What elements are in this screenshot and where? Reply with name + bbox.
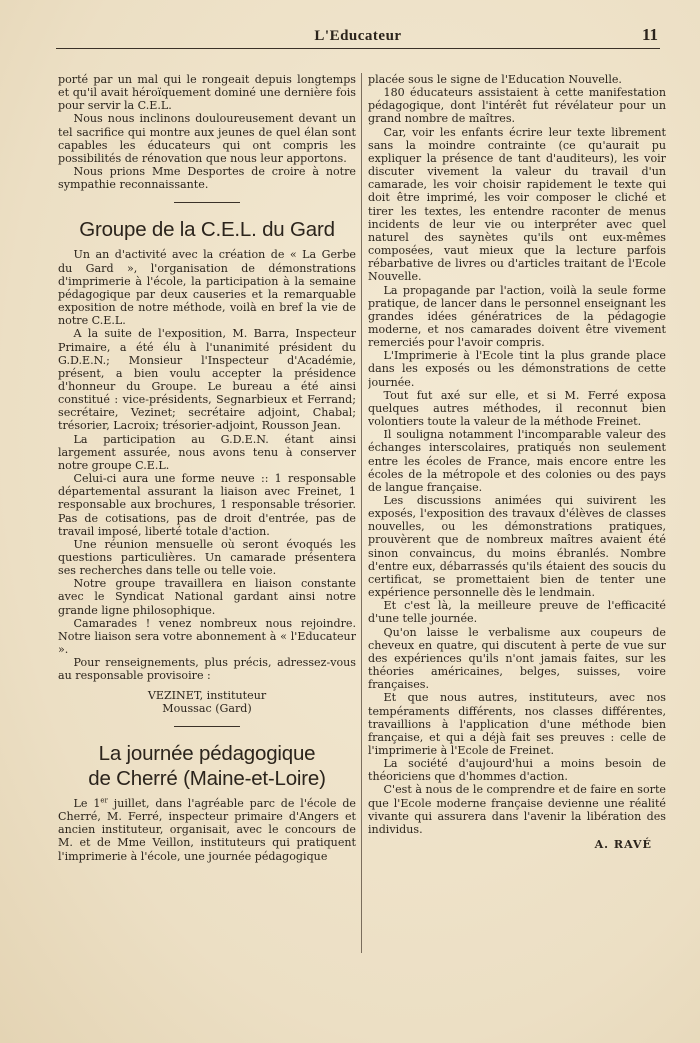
cherre-paragraph: Tout fut axé sur elle, et si M. Ferré exposa quelques autres méthodes, il reconnut bien volontiers toute la valeur de la méthode Freinet. <box>368 388 666 429</box>
intro-paragraph: Nous nous inclinons douloureusement devant un tel sacrifice qui montre aux jeunes de quel élan sont capables les éducateurs qui ont compris les possibilités de rénovation que nous leur apportons. <box>58 112 356 165</box>
gard-paragraph: Pour renseignements, plus précis, adressez-vous au responsable provisoire : <box>58 656 356 683</box>
cherre-paragraph: placée sous le signe de l'Education Nouvelle. <box>368 73 622 86</box>
cherre-paragraph <box>58 797 356 863</box>
signature-name: VEZINET, instituteur <box>147 688 267 702</box>
gard-paragraph: A la suite de l'exposition, M. Barra, Inspecteur Primaire, a été élu à l'unanimité président du G.D.E.N.; Monsieur l'Inspecteur d'Académie, présent, a bien voulu accepter la présidence d'honneur du Groupe. Le bureau a été ainsi constitué : vice-présidents, Segnarbieux et Ferrand; secrétaire, Vezinet; secrétaire adjoint, Chabal; trésorier, Lacroix; trésorier-adjoint, Rousson Jean. <box>58 327 356 433</box>
gard-paragraph: Un an d'activité avec la création de « La Gerbe du Gard », l'organisation de démonstrations d'imprimerie à l'école, la participation à la semaine pédagogique par deux causeries et la remarquable exposition de notre méthode, voilà en bref la vie de notre C.E.L. <box>58 248 356 328</box>
cherre-paragraph: La société d'aujourd'hui a moins besoin de théoriciens que d'hommes d'action. <box>368 757 666 784</box>
cherre-paragraph: Et c'est là, la meilleure preuve de l'efficacité d'une telle journée. <box>368 599 666 626</box>
cherre-paragraph: 180 éducateurs assistaient à cette manifestation pédagogique, dont l'intérêt fut révélateur pour un grand nombre de maîtres. <box>368 86 666 126</box>
gard-paragraph: La participation au G.D.E.N. étant ainsi largement assurée, nous avons tenu à conserver notre groupe C.E.L. <box>58 432 356 472</box>
gard-paragraph: Camarades ! venez nombreux nous rejoindre. Notre liaison sera votre abonnement à « l'Educateur ». <box>58 616 356 657</box>
cherre-paragraph: Et que nous autres, instituteurs, avec nos tempéraments différents, nos classes différentes, travaillions à l'application d'une méthode bien française, et qui a déjà fait ses preuves : celle de l'imprimerie à l'Ecole de Freinet. <box>368 691 666 757</box>
page-number: 11 <box>641 25 658 44</box>
right-column <box>368 73 666 953</box>
gard-paragraph: Celui-ci aura une forme neuve :: 1 responsable départemental assurant la liaison avec Freinet, 1 responsable aux brochures, 1 responsable trésorier. Pas de cotisations, pas de droit d'entrée, pas de travail imposé, liberté totale d'action. <box>58 472 356 538</box>
cherre-paragraph: La propagande par l'action, voilà la seule forme pratique, de lancer dans le personnel enseignant les grandes idées génératrices de la pédagogie moderne, et nos camarades doivent être vivement remerciés pour l'avoir compris. <box>368 283 666 350</box>
section-title-gard: Groupe de la C.E.L. du Gard <box>79 218 335 242</box>
journal-title: L'Educateur <box>314 28 402 44</box>
section-title-line: La journée pédagogique <box>98 741 316 765</box>
cherre-paragraph: Les discussions animées qui suivirent les exposés, l'exposition des travaux d'élèves de classes nouvelles, ou les démonstrations pratiques, prouvèrent que de nombreux maîtres avaient été sinon convaincus, du moins ébranlés. Nombre d'entre eux, débarrassés qu'ils étaient des soucis du certificat, se promettaient bien de tenter une expérience personnelle dès le lendmain. <box>368 494 666 600</box>
ordinal-superscript: er <box>100 796 108 805</box>
cherre-text: juillet, dans l'agréable parc de l'école de Cherré, M. Ferré, inspecteur primaire d'Angers et ancien instituteur, organisait, avec le concours de M. et de Mme Veillon, instituteurs qui pratiquent l'imprimerie à l'école, une journée pédagogique <box>58 796 356 863</box>
section-title-cherre <box>58 741 356 791</box>
section-divider <box>174 202 240 203</box>
section-divider <box>174 726 240 727</box>
column-rule <box>361 73 362 953</box>
cherre-paragraph: Car, voir les enfants écrire leur texte librement sans la moindre contrainte (ce qu'aurait pu expliquer la présence de tant d'auditeurs), les voir discuter vivement la valeur du travail d'un camarade, les voir choisir rapidement le texte qui doit être imprimé, les voir composer le cliché et tirer les textes, les entendre raconter de menus incidents de leur vie ou interpréter avec quel naturel des saynètes qu'ils ont eux-mêmes composées, vaut mieux que la lecture parfois rébarbative de livres ou d'articles traitant de l'Ecole Nouvelle. <box>368 125 666 284</box>
article-author: A. RAVÉ <box>594 838 652 852</box>
cherre-paragraph: C'est à nous de le comprendre et de faire en sorte que l'Ecole moderne française devienne une réalité vivante qui assurera dans l'avenir la libération des individus. <box>368 783 666 836</box>
gard-paragraph: Notre groupe travaillera en liaison constante avec le Syndicat National gardant ainsi notre grande ligne philosophique. <box>58 577 356 617</box>
gard-paragraph: Une réunion mensuelle où seront évoqués les questions particulières. Un camarade présentera ses recherches dans telle ou telle voie. <box>58 537 356 578</box>
intro-paragraph: Nous prions Mme Desportes de croire à notre sympathie reconnaissante. <box>58 165 356 192</box>
signature-place: Moussac (Gard) <box>162 701 252 715</box>
page-header <box>56 24 660 49</box>
cherre-paragraph: L'Imprimerie à l'Ecole tint la plus grande place dans les exposés ou les démonstrations de cette journée. <box>368 349 666 389</box>
section-title-line: de Cherré (Maine-et-Loire) <box>88 766 326 790</box>
cherre-paragraph: Il souligna notamment l'incomparable valeur des échanges interscolaires, pratiqués non seulement entre les écoles de France, mais encore entre les écoles de la métropole et des colonies ou des pays de langue française. <box>368 428 666 494</box>
cherre-paragraph: Qu'on laisse le verbalisme aux coupeurs de cheveux en quatre, qui discutent à perte de vue sur des expériences qu'ils n'ont jamais faites, sur les théories américaines, belges, suisses, voire françaises. <box>368 625 666 692</box>
cherre-text: Le 1 <box>73 796 101 810</box>
left-column <box>58 73 356 953</box>
intro-paragraph: porté par un mal qui le rongeait depuis longtemps et qu'il avait héroïquement dominé une dernière fois pour servir la C.E.L. <box>58 73 356 113</box>
